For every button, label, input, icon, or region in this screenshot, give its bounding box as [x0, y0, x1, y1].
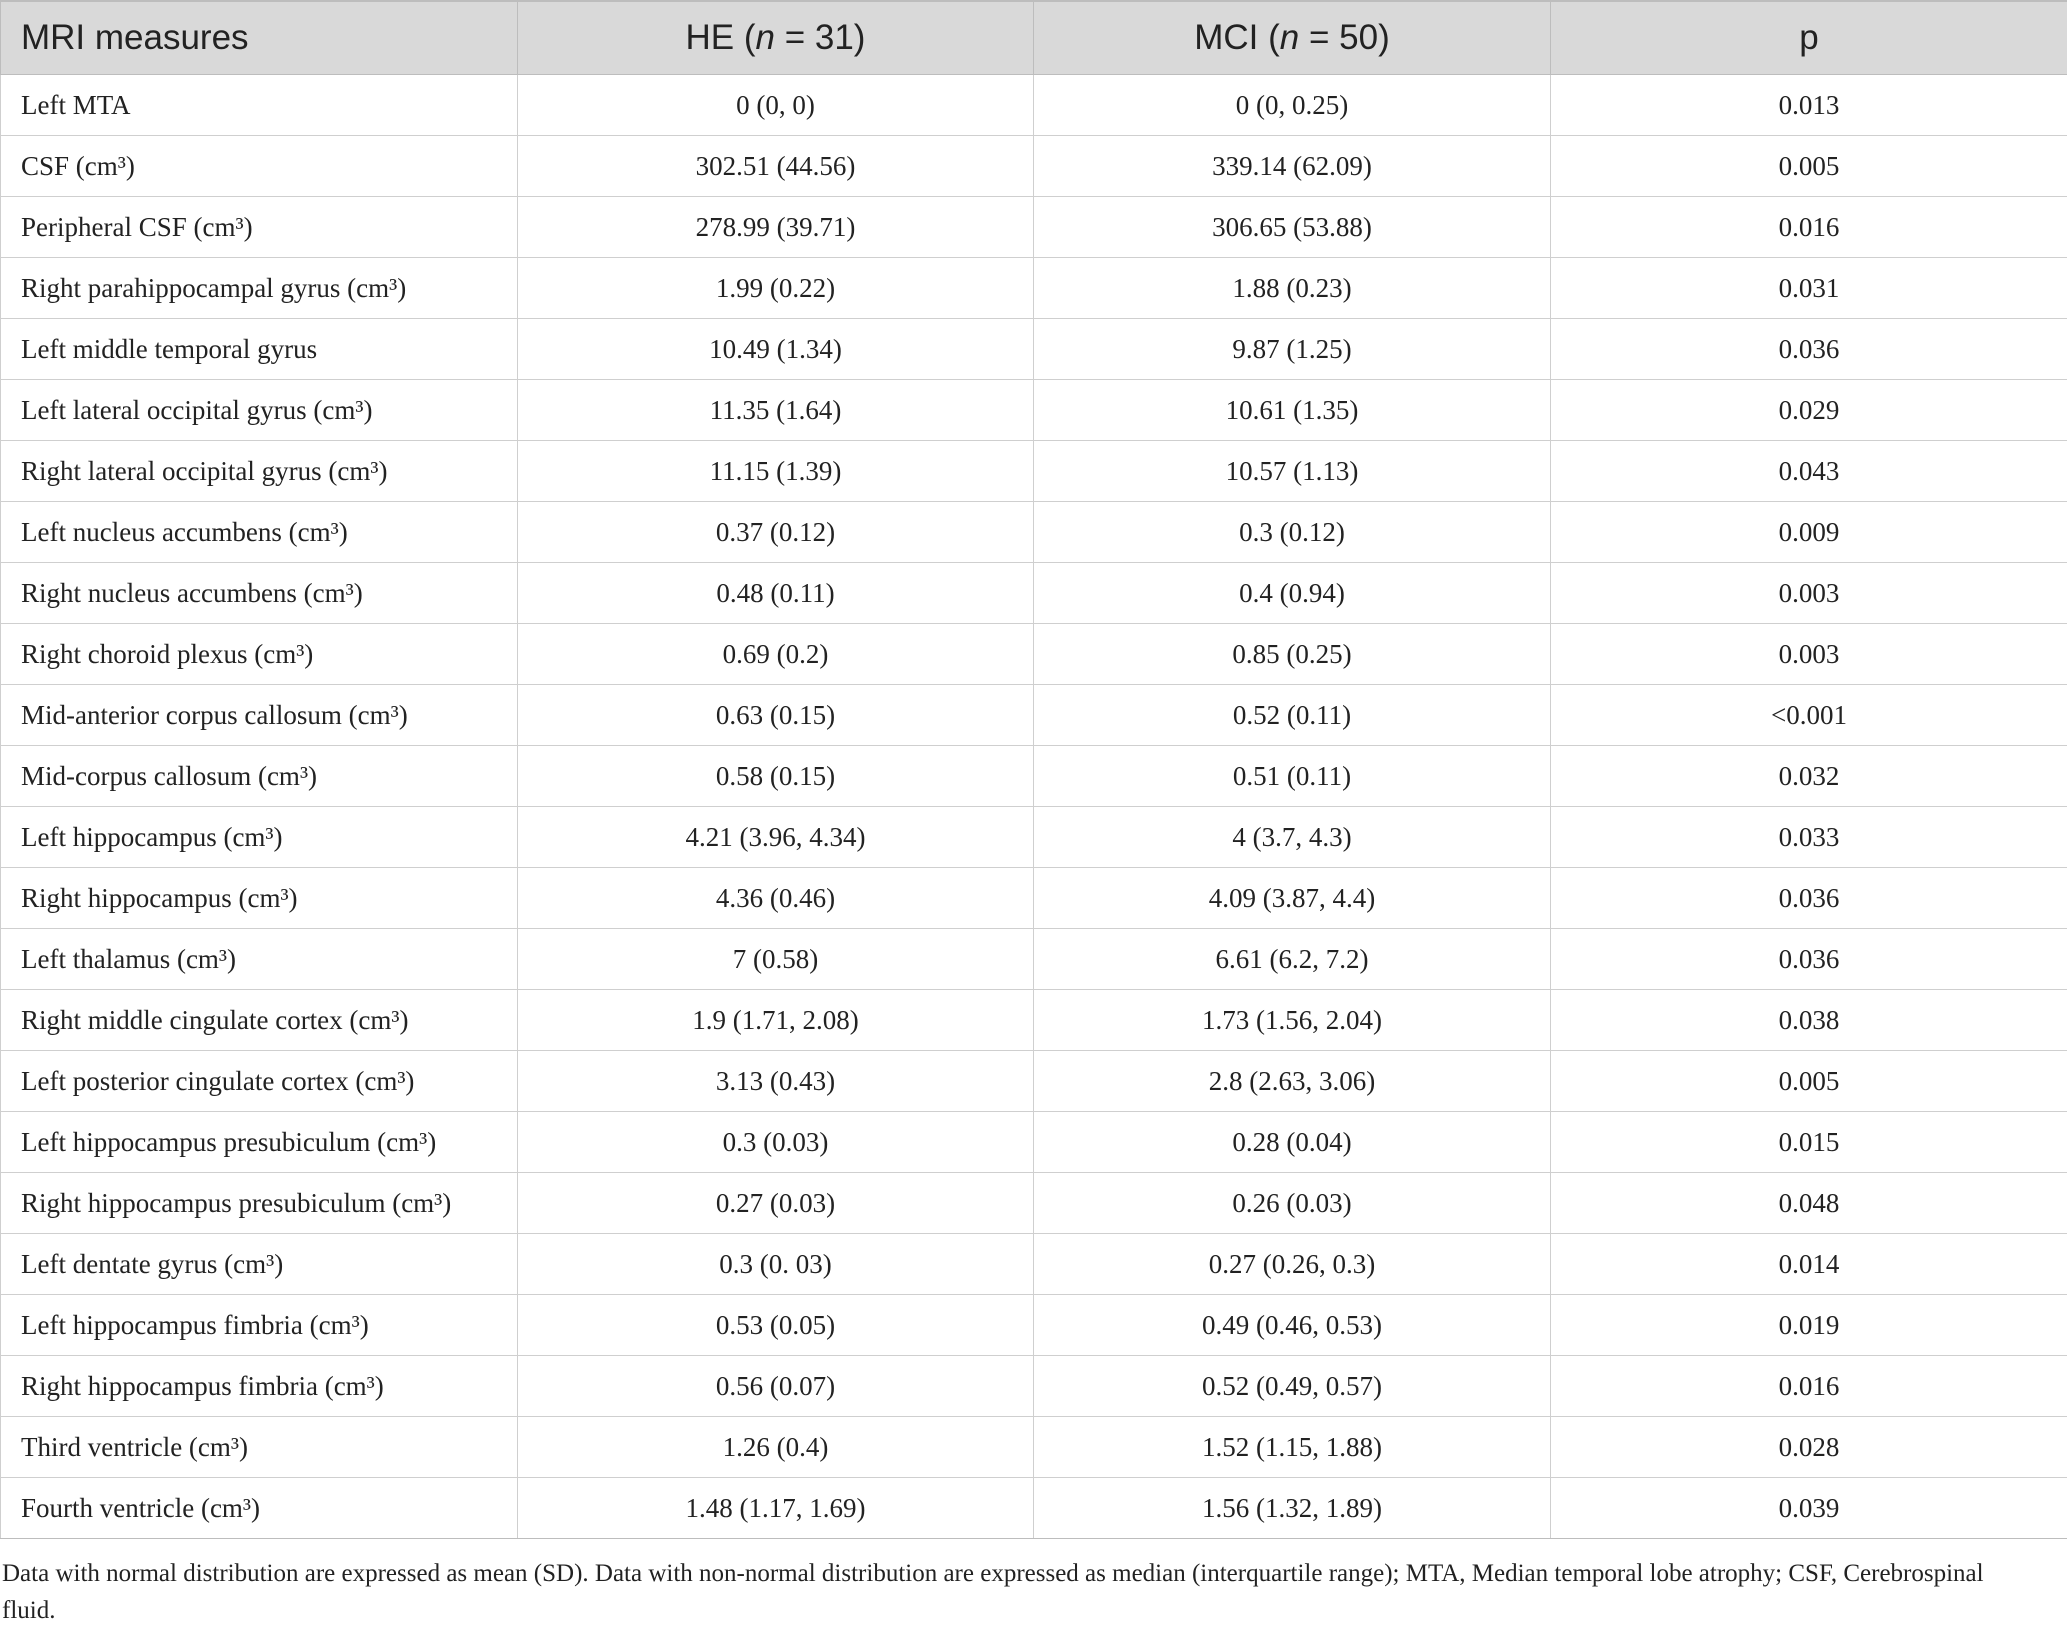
measure-cell: Right middle cingulate cortex (cm³) [1, 990, 518, 1051]
table-footnote: Data with normal distribution are expressed as mean (SD). Data with non-normal distribution are expressed as median (interquartile range); MTA, Median temporal lobe atrophy; CSF, Cerebrospinal fluid. [2, 1560, 1984, 1624]
header-row [1, 1, 2067, 75]
p-value-cell: 0.036 [1551, 319, 2067, 380]
table-row [1, 563, 2067, 624]
he-value-cell: 0.56 (0.07) [518, 1356, 1034, 1417]
mci-value-cell: 1.56 (1.32, 1.89) [1034, 1478, 1551, 1539]
p-value-cell: 0.003 [1551, 563, 2067, 624]
he-value-cell: 1.48 (1.17, 1.69) [518, 1478, 1034, 1539]
table-row [1, 197, 2067, 258]
header-he-prefix: HE ( [685, 18, 756, 57]
header-mci-suffix: = 50) [1299, 18, 1390, 57]
p-value-cell: <0.001 [1551, 685, 2067, 746]
he-value-cell: 0.69 (0.2) [518, 624, 1034, 685]
measure-cell: Right hippocampus presubiculum (cm³) [1, 1173, 518, 1234]
table-row [1, 807, 2067, 868]
he-value-cell: 7 (0.58) [518, 929, 1034, 990]
measure-cell: Third ventricle (cm³) [1, 1417, 518, 1478]
p-value-cell: 0.029 [1551, 380, 2067, 441]
measure-cell: Left hippocampus fimbria (cm³) [1, 1295, 518, 1356]
mci-value-cell: 0 (0, 0.25) [1034, 75, 1551, 136]
measure-cell: Left hippocampus presubiculum (cm³) [1, 1112, 518, 1173]
he-value-cell: 10.49 (1.34) [518, 319, 1034, 380]
he-value-cell: 1.26 (0.4) [518, 1417, 1034, 1478]
header-he-n: n [755, 18, 775, 57]
table-row [1, 868, 2067, 929]
he-value-cell: 0.53 (0.05) [518, 1295, 1034, 1356]
p-value-cell: 0.043 [1551, 441, 2067, 502]
mci-value-cell: 6.61 (6.2, 7.2) [1034, 929, 1551, 990]
table-row [1, 1478, 2067, 1539]
mci-value-cell: 0.52 (0.49, 0.57) [1034, 1356, 1551, 1417]
mci-value-cell: 0.4 (0.94) [1034, 563, 1551, 624]
p-value-cell: 0.036 [1551, 868, 2067, 929]
p-value-cell: 0.005 [1551, 1051, 2067, 1112]
mci-value-cell: 1.52 (1.15, 1.88) [1034, 1417, 1551, 1478]
p-value-cell: 0.009 [1551, 502, 2067, 563]
measure-cell: Right hippocampus (cm³) [1, 868, 518, 929]
p-value-cell: 0.032 [1551, 746, 2067, 807]
p-value-cell: 0.028 [1551, 1417, 2067, 1478]
header-he-suffix: = 31) [774, 18, 866, 57]
table-row [1, 136, 2067, 197]
table-body [1, 75, 2067, 1539]
table-row [1, 624, 2067, 685]
measure-cell: Right choroid plexus (cm³) [1, 624, 518, 685]
table-row [1, 1112, 2067, 1173]
measure-cell: Fourth ventricle (cm³) [1, 1478, 518, 1539]
mci-value-cell: 4.09 (3.87, 4.4) [1034, 868, 1551, 929]
he-value-cell: 302.51 (44.56) [518, 136, 1034, 197]
table-row [1, 258, 2067, 319]
p-value-cell: 0.005 [1551, 136, 2067, 197]
p-value-cell: 0.031 [1551, 258, 2067, 319]
table-row [1, 502, 2067, 563]
table-row [1, 75, 2067, 136]
he-value-cell: 0.48 (0.11) [518, 563, 1034, 624]
p-value-cell: 0.039 [1551, 1478, 2067, 1539]
he-value-cell: 0.37 (0.12) [518, 502, 1034, 563]
mci-value-cell: 1.73 (1.56, 2.04) [1034, 990, 1551, 1051]
measure-cell: Left thalamus (cm³) [1, 929, 518, 990]
measure-cell: Left dentate gyrus (cm³) [1, 1234, 518, 1295]
table-row [1, 1234, 2067, 1295]
mci-value-cell: 0.27 (0.26, 0.3) [1034, 1234, 1551, 1295]
header-mci-n: n [1279, 18, 1300, 57]
measure-cell: Mid-corpus callosum (cm³) [1, 746, 518, 807]
he-value-cell: 0 (0, 0) [518, 75, 1034, 136]
p-value-cell: 0.036 [1551, 929, 2067, 990]
table-row [1, 1295, 2067, 1356]
mci-value-cell: 0.3 (0.12) [1034, 502, 1551, 563]
measure-cell: Left hippocampus (cm³) [1, 807, 518, 868]
table-row [1, 685, 2067, 746]
he-value-cell: 0.27 (0.03) [518, 1173, 1034, 1234]
table-row [1, 380, 2067, 441]
table-row [1, 1417, 2067, 1478]
mci-value-cell: 0.85 (0.25) [1034, 624, 1551, 685]
header-p-value: p [1551, 1, 2067, 75]
p-value-cell: 0.033 [1551, 807, 2067, 868]
mci-value-cell: 0.52 (0.11) [1034, 685, 1551, 746]
he-value-cell: 11.35 (1.64) [518, 380, 1034, 441]
measure-cell: Left posterior cingulate cortex (cm³) [1, 1051, 518, 1112]
he-value-cell: 0.3 (0.03) [518, 1112, 1034, 1173]
he-value-cell: 1.9 (1.71, 2.08) [518, 990, 1034, 1051]
p-value-cell: 0.016 [1551, 197, 2067, 258]
header-mri-measures: MRI measures [1, 1, 518, 75]
mci-value-cell: 2.8 (2.63, 3.06) [1034, 1051, 1551, 1112]
p-value-cell: 0.038 [1551, 990, 2067, 1051]
measure-cell: Right lateral occipital gyrus (cm³) [1, 441, 518, 502]
measure-cell: Left middle temporal gyrus [1, 319, 518, 380]
mci-value-cell: 4 (3.7, 4.3) [1034, 807, 1551, 868]
header-mci-prefix: MCI ( [1194, 18, 1280, 57]
table-header [1, 1, 2067, 75]
table-row [1, 1356, 2067, 1417]
he-value-cell: 11.15 (1.39) [518, 441, 1034, 502]
p-value-cell: 0.015 [1551, 1112, 2067, 1173]
table-row [1, 746, 2067, 807]
mci-value-cell: 0.51 (0.11) [1034, 746, 1551, 807]
p-value-cell: 0.003 [1551, 624, 2067, 685]
p-value-cell: 0.013 [1551, 75, 2067, 136]
measure-cell: Left lateral occipital gyrus (cm³) [1, 380, 518, 441]
table-row [1, 990, 2067, 1051]
mci-value-cell: 1.88 (0.23) [1034, 258, 1551, 319]
p-value-cell: 0.048 [1551, 1173, 2067, 1234]
table-row [1, 1173, 2067, 1234]
measure-cell: Right hippocampus fimbria (cm³) [1, 1356, 518, 1417]
he-value-cell: 4.36 (0.46) [518, 868, 1034, 929]
p-value-cell: 0.016 [1551, 1356, 2067, 1417]
he-value-cell: 1.99 (0.22) [518, 258, 1034, 319]
header-mci-group [1034, 1, 1551, 75]
table-row [1, 1051, 2067, 1112]
p-value-cell: 0.019 [1551, 1295, 2067, 1356]
p-value-cell: 0.014 [1551, 1234, 2067, 1295]
mci-value-cell: 0.28 (0.04) [1034, 1112, 1551, 1173]
he-value-cell: 0.58 (0.15) [518, 746, 1034, 807]
measure-cell: Peripheral CSF (cm³) [1, 197, 518, 258]
measure-cell: CSF (cm³) [1, 136, 518, 197]
mci-value-cell: 339.14 (62.09) [1034, 136, 1551, 197]
table-row [1, 929, 2067, 990]
table-row [1, 441, 2067, 502]
he-value-cell: 4.21 (3.96, 4.34) [518, 807, 1034, 868]
mci-value-cell: 0.49 (0.46, 0.53) [1034, 1295, 1551, 1356]
he-value-cell: 3.13 (0.43) [518, 1051, 1034, 1112]
mci-value-cell: 306.65 (53.88) [1034, 197, 1551, 258]
he-value-cell: 0.63 (0.15) [518, 685, 1034, 746]
mci-value-cell: 10.61 (1.35) [1034, 380, 1551, 441]
measure-cell: Right parahippocampal gyrus (cm³) [1, 258, 518, 319]
measure-cell: Left nucleus accumbens (cm³) [1, 502, 518, 563]
mci-value-cell: 9.87 (1.25) [1034, 319, 1551, 380]
measure-cell: Left MTA [1, 75, 518, 136]
mci-value-cell: 0.26 (0.03) [1034, 1173, 1551, 1234]
he-value-cell: 0.3 (0. 03) [518, 1234, 1034, 1295]
mci-value-cell: 10.57 (1.13) [1034, 441, 1551, 502]
measure-cell: Right nucleus accumbens (cm³) [1, 563, 518, 624]
header-he-group [518, 1, 1034, 75]
measure-cell: Mid-anterior corpus callosum (cm³) [1, 685, 518, 746]
he-value-cell: 278.99 (39.71) [518, 197, 1034, 258]
table-row [1, 319, 2067, 380]
